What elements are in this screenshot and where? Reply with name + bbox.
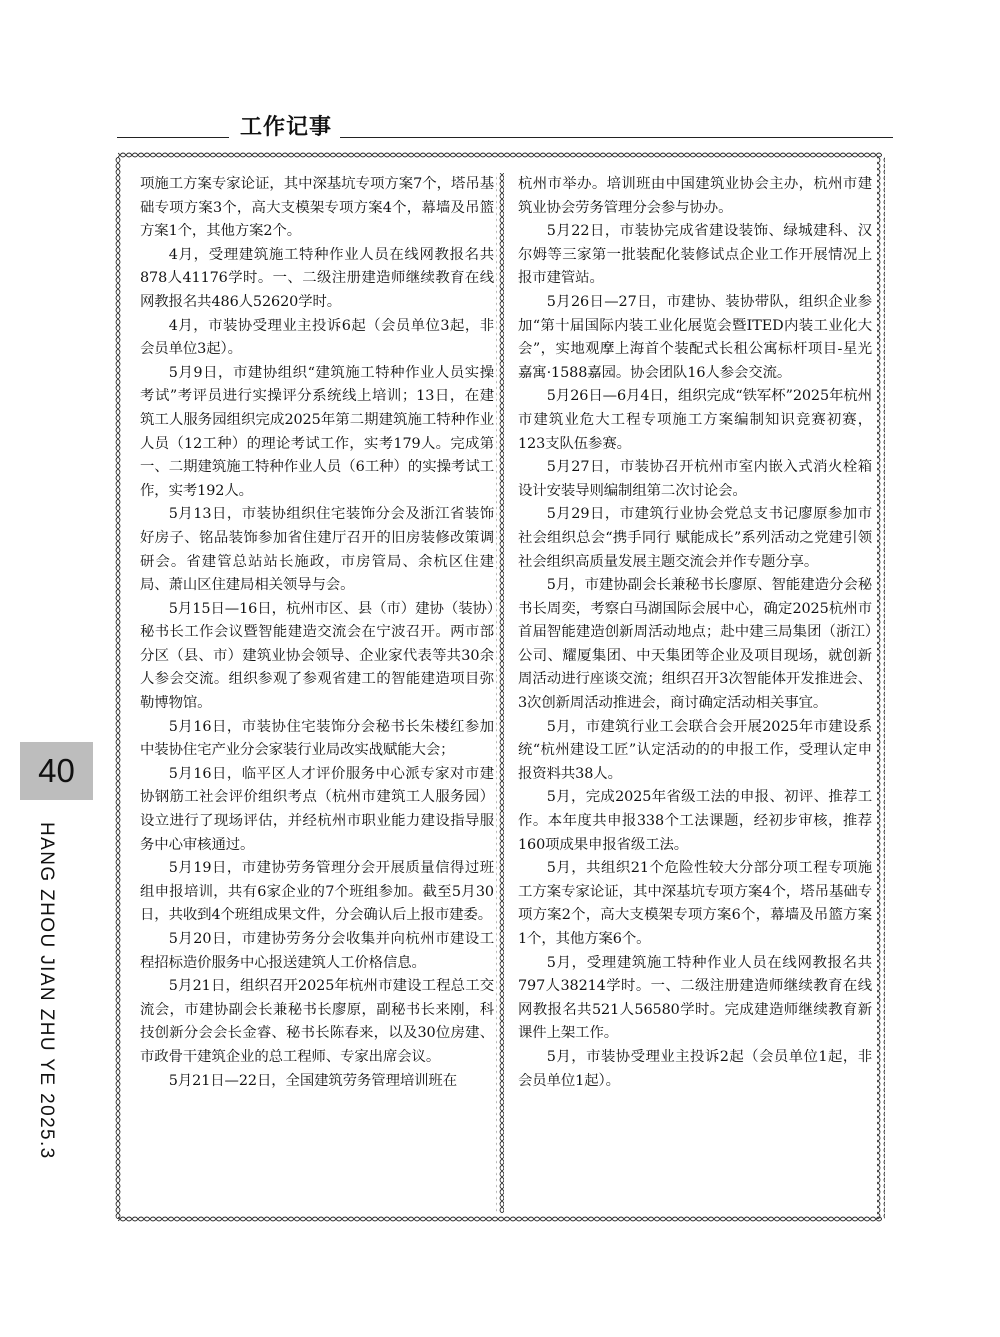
paragraph: 5月15日—16日，杭州市区、县（市）建协（装协）秘书长工作会议暨智能建造交流会在宁波召开。两市部分区（县、市）建筑业协会领导、企业家代表等共30余人参会交流。组织参观了参观省建工的智能建造项目弥勒博物馆。 [140, 600, 494, 712]
paragraph: 5月16日，市装协住宅装饰分会秘书长朱楼红参加中装协住宅产业分会家装行业局改实战赋能大会； [140, 718, 494, 759]
page-number: 40 [38, 752, 75, 789]
paragraph: 5月，市建协副会长兼秘书长廖原、智能建造分会秘书长周奕，考察白马湖国际会展中心，确定2025杭州市首届智能建造创新周活动地点；赴中建三局集团（浙江）公司、耀厦集团、中天集团等企业及项目现场，就创新周活动进行座谈交流；组织召开3次智能体开发推进会、3次创新周活动推进会，商讨确定活动相关事宜。 [518, 577, 872, 712]
paragraph: 5月，完成2025年省级工法的申报、初评、推荐工作。本年度共申报338个工法课题，经初步审核，推荐160项成果申报省级工法。 [518, 789, 872, 853]
paragraph: 杭州市举办。培训班由中国建筑业协会主办，杭州市建筑业协会劳务管理分会参与协办。 [518, 176, 872, 216]
page-number-tab [20, 742, 93, 800]
paragraph: 5月27日，市装协召开杭州市室内嵌入式消火栓箱设计安装导则编制组第二次讨论会。 [518, 459, 872, 499]
paragraph: 5月21日—22日，全国建筑劳务管理培训班在 [168, 1072, 458, 1089]
paragraph: 5月26日—27日，市建协、装协带队，组织企业参加“第十届国际内装工业化展览会暨ITED内装工业化大会”，实地观摩上海首个装配式长租公寓标杆项目-星光嘉寓·1588嘉园。协会团队16人参会交流。 [518, 293, 872, 381]
paragraph: 5月22日，市装协完成省建设装饰、绿城建科、汉尔姆等三家第一批装配化装修试点企业工作开展情况上报市建管站。 [518, 223, 872, 287]
paragraph: 5月19日，市建协劳务管理分会开展质量信得过班组申报培训，共有6家企业的7个班组参加。截至5月30日，共收到4个班组成果文件，分会确认后上报市建委。 [140, 860, 494, 924]
paragraph: 5月13日，市装协组织住宅装饰分会及浙江省装饰好房子、铭品装饰参加省住建厅召开的旧房装修改策调研会。省建管总站站长施政，市房管局、余杭区住建局、萧山区住建局相关领导与会。 [140, 506, 494, 594]
paragraph: 项施工方案专家论证，其中深基坑专项方案7个，塔吊基础专项方案3个，高大支模架专项方案4个，幕墙及吊篮方案1个，其他方案2个。 [140, 176, 494, 240]
header-rule-right [340, 137, 893, 138]
paragraph: 5月26日—6月4日，组织完成“铁军杯”2025年杭州市建筑业危大工程专项施工方案编制知识竞赛初赛，123支队伍参赛。 [518, 388, 872, 452]
paragraph: 5月，受理建筑施工特种作业人员在线网教报名共797人38214学时。一、二级注册建造师继续教育在线网教报名共521人56580学时。完成建造师继续教育新课件上架工作。 [518, 954, 872, 1042]
paragraph: 5月9日，市建协组织“建筑施工特种作业人员实操考试”考评员进行实操评分系统线上培训；13日，在建筑工人服务园组织完成2025年第二期建筑施工特种作业人员（12工种）的理论考试工作，实考179人。完成第一、二期建筑施工特种作业人员（6工种）的实操考试工作，实考192人。 [140, 364, 494, 499]
paragraph: 5月，市建筑行业工会联合会开展2025年市建设系统“杭州建设工匠”认定活动的的申报工作，受理认定申报资料共38人。 [518, 718, 872, 782]
article-body [140, 173, 872, 1221]
paragraph: 5月21日，组织召开2025年杭州市建设工程总工交流会，市建协副会长兼秘书长廖原，副秘书长来刚，科技创新分会会长金睿、秘书长陈春来，以及30位房建、市政骨干建筑企业的总工程师、专家出席会议。 [140, 978, 494, 1065]
paragraph: 5月，市装协受理业主投诉2起（会员单位1起，非会员单位1起）。 [518, 1048, 872, 1089]
journal-name: HANG ZHOU JIAN ZHU YE 2025.3 [36, 822, 57, 1160]
left-column [140, 173, 494, 1213]
paragraph: 5月20日，市建协劳务分会收集并向杭州市建设工程招标造价服务中心报送建筑人工价格信息。 [140, 931, 494, 971]
right-column [518, 173, 872, 1213]
paragraph: 4月，受理建筑施工特种作业人员在线网教报名共878人41176学时。一、二级注册建造师继续教育在线网教报名共486人52620学时。 [140, 246, 494, 310]
paragraph: 5月29日，市建筑行业协会党总支书记廖原参加市社会组织总会“携手同行 赋能成长”系列活动之党建引领社会组织高质量发展主题交流会并作专题分享。 [518, 506, 872, 570]
header-rule-left [117, 137, 229, 138]
paragraph: 5月，共组织21个危险性较大分部分项工程专项施工方案专家论证，其中深基坑专项方案4个，塔吊基础专项方案2个，高大支模架专项方案6个，幕墙及吊篮方案1个，其他方案6个。 [518, 860, 872, 947]
paragraph: 4月，市装协受理业主投诉6起（会员单位3起，非会员单位3起）。 [140, 317, 494, 358]
section-title: 工作记事 [239, 115, 332, 140]
paragraph: 5月16日，临平区人才评价服务中心派专家对市建协钢筋工社会评价组织考点（杭州市建筑工人服务园）设立进行了现场评估，并经杭州市职业能力建设指导服务中心审核通过。 [140, 765, 494, 853]
